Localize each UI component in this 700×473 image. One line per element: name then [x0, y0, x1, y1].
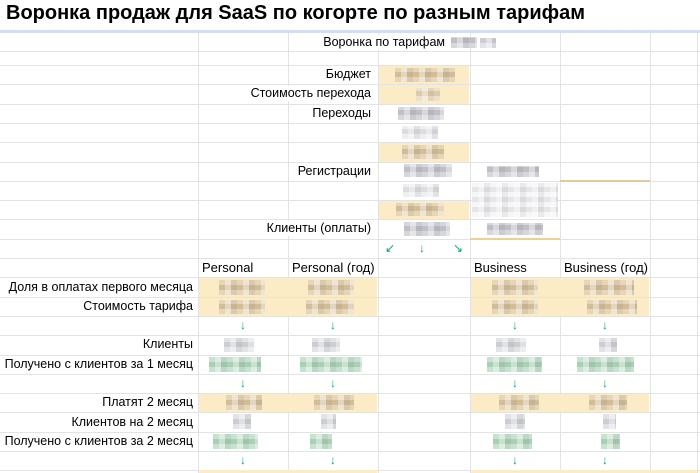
cell-accent-border: [560, 180, 650, 182]
column-header-personal[interactable]: Personal: [202, 260, 254, 275]
gridline-h: [0, 123, 700, 124]
page-title: Воронка продаж для SaaS по когорте по разным тарифам: [6, 2, 586, 24]
label-received-month1[interactable]: Получено с клиентов за 1 месяц: [2, 357, 196, 372]
censored-value[interactable]: [505, 414, 525, 429]
censored-value: [395, 68, 455, 82]
gridline-h: [0, 84, 700, 85]
gridline-v: [697, 33, 698, 473]
funnel-title-cell[interactable]: Воронка по тарифам: [320, 35, 448, 50]
cell-accent-border: [470, 238, 560, 240]
label-tariff-cost[interactable]: Стоимость тарифа: [80, 299, 196, 314]
censored-value: [499, 395, 539, 410]
arrow-down-left-icon: ↙: [384, 241, 396, 255]
gridline-h: [0, 432, 700, 433]
censored-value[interactable]: [472, 183, 558, 217]
censored-value[interactable]: [487, 166, 539, 177]
arrow-down-icon: ↓: [512, 453, 518, 467]
arrow-down-icon: ↓: [240, 318, 246, 332]
censored-value[interactable]: [403, 184, 439, 197]
gridline-h: [0, 374, 700, 375]
label-transition-cost[interactable]: Стоимость перехода: [248, 86, 374, 101]
arrow-down-icon: ↓: [512, 318, 518, 332]
censored-value[interactable]: [398, 107, 444, 120]
censored-value[interactable]: [402, 126, 438, 139]
gridline-h: [0, 335, 700, 336]
censored-value: [451, 37, 477, 48]
label-registrations[interactable]: Регистрации: [295, 164, 374, 179]
gridline-h: [0, 239, 700, 240]
censored-value: [492, 280, 538, 295]
column-header-business[interactable]: Business: [474, 260, 527, 275]
censored-value[interactable]: [321, 414, 336, 429]
gridline-h: [0, 142, 700, 143]
label-transitions[interactable]: Переходы: [309, 106, 374, 121]
gridline-h: [0, 51, 700, 52]
label-share-first-month[interactable]: Доля в оплатах первого месяца: [6, 280, 196, 295]
arrow-down-icon: ↓: [330, 376, 336, 390]
gridline-h: [0, 200, 700, 201]
censored-value: [492, 300, 538, 314]
column-header-personal-year[interactable]: Personal (год): [292, 260, 375, 275]
censored-value: [416, 88, 440, 101]
gridline-v: [650, 33, 651, 473]
gridline-h: [0, 65, 700, 66]
arrow-down-icon: ↓: [419, 241, 425, 255]
censored-value[interactable]: [493, 434, 532, 449]
censored-value: [308, 280, 354, 295]
gridline-h: [0, 451, 700, 452]
censored-value: [306, 300, 354, 314]
gridline-h: [0, 355, 700, 356]
label-clients[interactable]: Клиенты: [140, 337, 196, 352]
censored-value[interactable]: [487, 357, 542, 372]
censored-value[interactable]: [603, 414, 616, 429]
arrow-down-icon: ↓: [330, 453, 336, 467]
gridline-h: [0, 162, 700, 163]
label-clients-payments[interactable]: Клиенты (оплаты): [264, 221, 374, 236]
censored-value[interactable]: [404, 164, 452, 177]
label-pay-month2[interactable]: Платят 2 месяц: [99, 395, 196, 410]
label-budget[interactable]: Бюджет: [323, 67, 374, 82]
arrow-down-icon: ↓: [602, 453, 608, 467]
arrow-down-icon: ↓: [602, 376, 608, 390]
censored-value[interactable]: [487, 223, 543, 235]
censored-value: [589, 395, 627, 410]
arrow-down-icon: ↓: [512, 376, 518, 390]
censored-value: [314, 395, 354, 410]
censored-value: [219, 280, 265, 295]
censored-value: [219, 300, 265, 314]
censored-value[interactable]: [209, 357, 261, 372]
gridline-h: [0, 316, 700, 317]
arrow-down-right-icon: ↘: [452, 241, 464, 255]
gridline-h: [0, 219, 700, 220]
censored-value: [396, 203, 444, 216]
label-received-month2[interactable]: Получено с клиентов за 2 месяц: [2, 434, 196, 449]
censored-value[interactable]: [224, 338, 254, 352]
censored-value[interactable]: [599, 338, 617, 352]
arrow-down-icon: ↓: [240, 376, 246, 390]
censored-value[interactable]: [310, 434, 332, 449]
censored-value[interactable]: [233, 414, 251, 429]
censored-value[interactable]: [496, 338, 526, 352]
arrow-down-icon: ↓: [602, 318, 608, 332]
gridline-h: [0, 258, 700, 259]
gridline-h: [0, 104, 700, 105]
censored-value[interactable]: [300, 357, 362, 372]
censored-value: [480, 38, 496, 48]
censored-value: [584, 280, 634, 295]
label-clients-month2[interactable]: Клиентов на 2 месяц: [68, 415, 196, 430]
column-header-business-year[interactable]: Business (год): [564, 260, 649, 275]
censored-value[interactable]: [601, 434, 620, 449]
frozen-row-divider: [0, 30, 700, 33]
censored-value[interactable]: [577, 357, 634, 372]
gridline-h: [0, 412, 700, 413]
censored-value: [402, 145, 444, 159]
censored-value: [226, 395, 262, 410]
censored-value: [587, 300, 637, 314]
censored-value[interactable]: [404, 222, 450, 236]
arrow-down-icon: ↓: [330, 318, 336, 332]
arrow-down-icon: ↓: [240, 453, 246, 467]
censored-value[interactable]: [213, 434, 258, 449]
censored-value[interactable]: [312, 338, 340, 352]
